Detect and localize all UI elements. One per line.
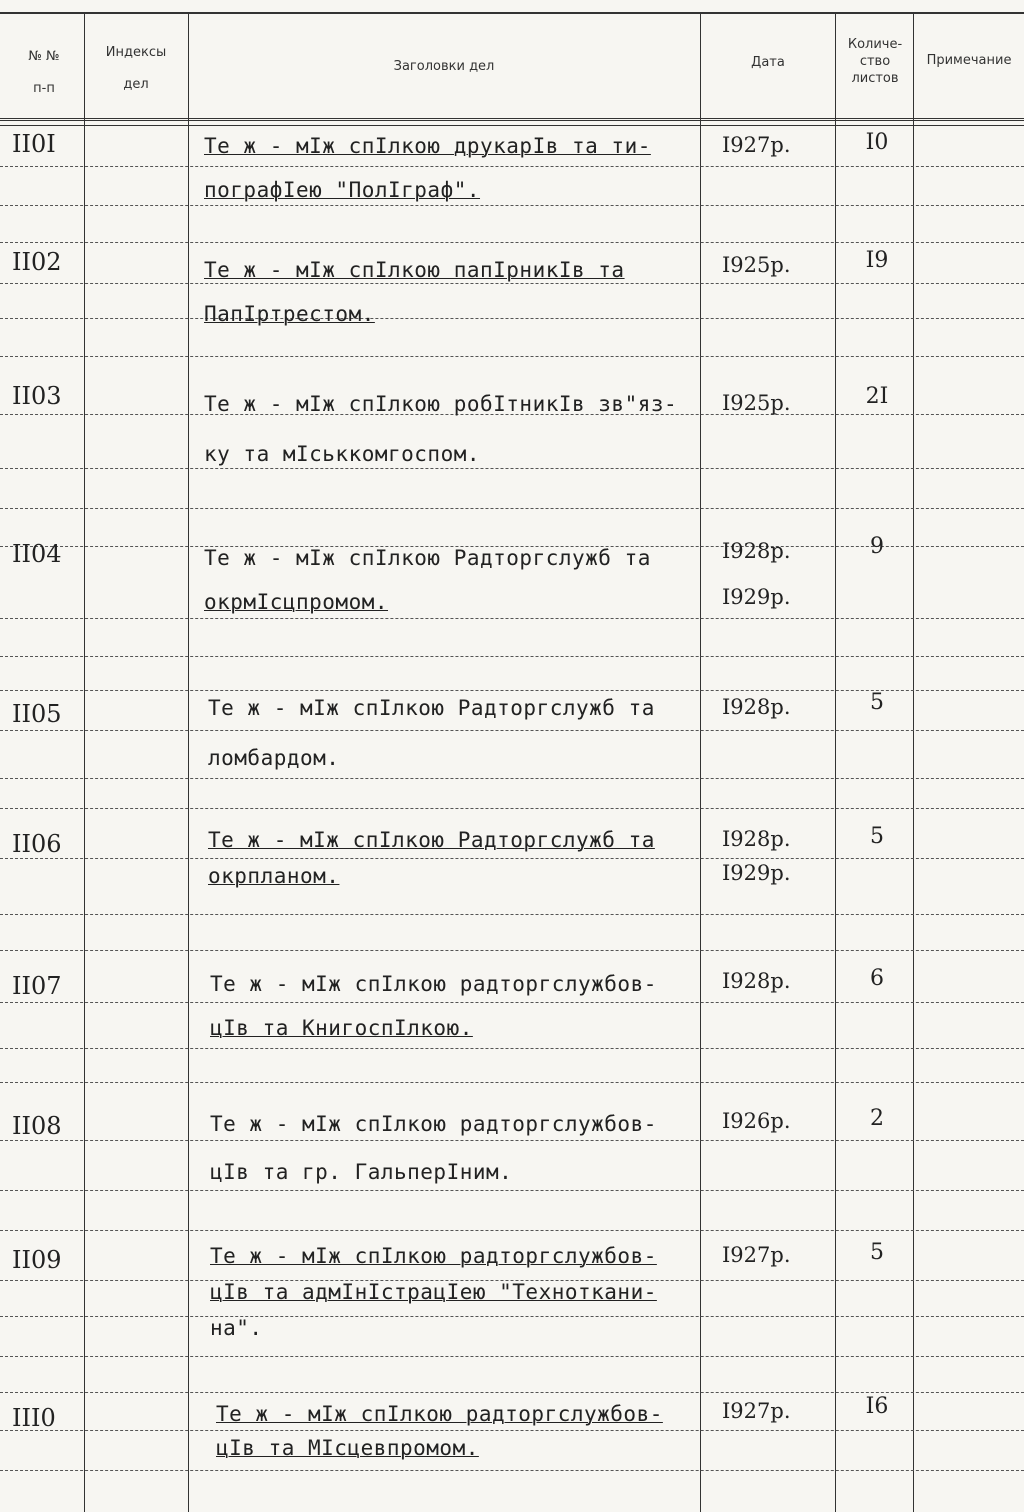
row-sheets: 5 (870, 690, 884, 715)
row-sheets: 6 (870, 966, 884, 991)
row-date: I929р. (722, 861, 791, 885)
header-sheets-line1: Количе- (847, 37, 903, 52)
ruled-line (0, 1356, 1024, 1357)
header-num-line1: № № (28, 49, 60, 64)
row-date: I927р. (722, 133, 791, 157)
row-title-line: Те ж - мІж спІлкою Радторгслужб та (204, 546, 651, 570)
ruled-line (0, 808, 1024, 809)
row-title-line: цІв та МІсцевпромом. (216, 1436, 479, 1460)
row-title-line: ПапІртрестом. (204, 302, 375, 326)
row-number: II05 (12, 700, 62, 728)
row-title (208, 818, 708, 898)
row-number: II0I (12, 130, 56, 158)
ruled-line (0, 356, 1024, 357)
header-note: Примечание (926, 53, 1012, 68)
row-title (210, 1102, 710, 1194)
top-border (0, 12, 1024, 14)
row-number: II08 (12, 1112, 62, 1140)
row-title-line: Те ж - мІж спІлкою Радторгслужб та (208, 696, 655, 720)
row-title-line: цІв та гр. ГальперІним. (210, 1160, 513, 1184)
row-title (204, 382, 704, 476)
row-title-line: Те ж - мІж спІлкою радторгслужбов- (216, 1402, 663, 1426)
row-title-line: пографІею "ПолІграф". (204, 178, 481, 202)
row-number: II09 (12, 1246, 62, 1274)
row-title-line: Те ж - мІж спІлкою друкарІв та ти- (204, 134, 651, 158)
row-dates (722, 534, 832, 614)
ruled-line (0, 1470, 1024, 1471)
row-title (210, 1234, 710, 1350)
ruled-line (0, 950, 1024, 951)
row-number: II03 (12, 382, 62, 410)
row-title (208, 686, 708, 780)
row-number: II02 (12, 248, 62, 276)
header-sheets-line3: листов (851, 71, 899, 86)
row-sheets: 2I (865, 384, 889, 409)
column-divider (913, 12, 914, 1512)
header-date: Дата (751, 55, 785, 70)
row-sheets: 5 (870, 1240, 884, 1265)
row-title-line: на". (210, 1316, 263, 1340)
row-dates (722, 248, 832, 282)
row-date: I928р. (722, 695, 791, 719)
row-title-line: окрпланом. (208, 864, 340, 888)
row-date: I925р. (722, 253, 791, 277)
row-date: I927р. (722, 1243, 791, 1267)
header-index-line2: дел (123, 77, 149, 92)
header-num (8, 48, 80, 98)
row-date: I928р. (722, 827, 791, 851)
ruled-line (0, 1230, 1024, 1231)
row-dates (722, 822, 832, 890)
row-date: I925р. (722, 391, 791, 415)
row-sheets: I6 (865, 1394, 889, 1419)
row-title-line: Те ж - мІж спІлкою робІтникІв зв"яз- (204, 392, 678, 416)
header-index (88, 44, 184, 94)
ruled-line (0, 1082, 1024, 1083)
row-number: II04 (12, 540, 62, 568)
row-title-line: ку та мІськкомгоспом. (204, 442, 481, 466)
ruled-line (0, 508, 1024, 509)
ruled-line (0, 656, 1024, 657)
row-dates (722, 1104, 832, 1138)
row-dates (722, 1394, 832, 1428)
row-title (210, 962, 710, 1050)
row-title (204, 536, 704, 624)
row-title (204, 248, 704, 336)
row-date: I928р. (722, 539, 791, 563)
row-sheets: 9 (870, 534, 884, 559)
header-index-line1: Индексы (105, 45, 167, 60)
row-title-line: Те ж - мІж спІлкою радторгслужбов- (210, 1112, 657, 1136)
row-sheets: 5 (870, 824, 884, 849)
row-title (204, 124, 704, 212)
row-number: III0 (12, 1404, 56, 1432)
row-title-line: Те ж - мІж спІлкою радторгслужбов- (210, 972, 657, 996)
column-divider (835, 12, 836, 1512)
row-dates (722, 690, 832, 724)
row-title-line: окрмІсцпромом. (204, 590, 389, 614)
column-divider (188, 12, 189, 1512)
row-title-line: ломбардом. (208, 746, 340, 770)
row-number: II07 (12, 972, 62, 1000)
row-title-line: Те ж - мІж спІлкою папІрникІв та (204, 258, 625, 282)
header-sheets-line2: ство (859, 54, 891, 69)
row-date: I929р. (722, 585, 791, 609)
header-sheets (838, 36, 912, 87)
ruled-line (0, 914, 1024, 915)
row-sheets: 2 (870, 1106, 884, 1131)
row-date: I927р. (722, 1399, 791, 1423)
column-divider (84, 12, 85, 1512)
row-title (216, 1392, 716, 1470)
ruled-line (0, 242, 1024, 243)
row-dates (722, 1238, 832, 1272)
row-date: I926р. (722, 1109, 791, 1133)
row-number: II06 (12, 830, 62, 858)
row-title-line: Те ж - мІж спІлкою Радторгслужб та (208, 828, 655, 852)
row-title-line: цІв та КнигоспІлкою. (210, 1016, 473, 1040)
header-num-line2: п-п (33, 81, 55, 96)
header-titles: Заголовки дел (393, 59, 495, 74)
row-dates (722, 964, 832, 998)
row-dates (722, 128, 832, 162)
row-sheets: I9 (865, 248, 889, 273)
row-title-line: Те ж - мІж спІлкою радторгслужбов- (210, 1244, 657, 1268)
row-sheets: I0 (865, 130, 889, 155)
row-date: I928р. (722, 969, 791, 993)
row-dates (722, 386, 832, 420)
row-title-line: цІв та адмІнІстрацІею "Техноткани- (210, 1280, 657, 1304)
